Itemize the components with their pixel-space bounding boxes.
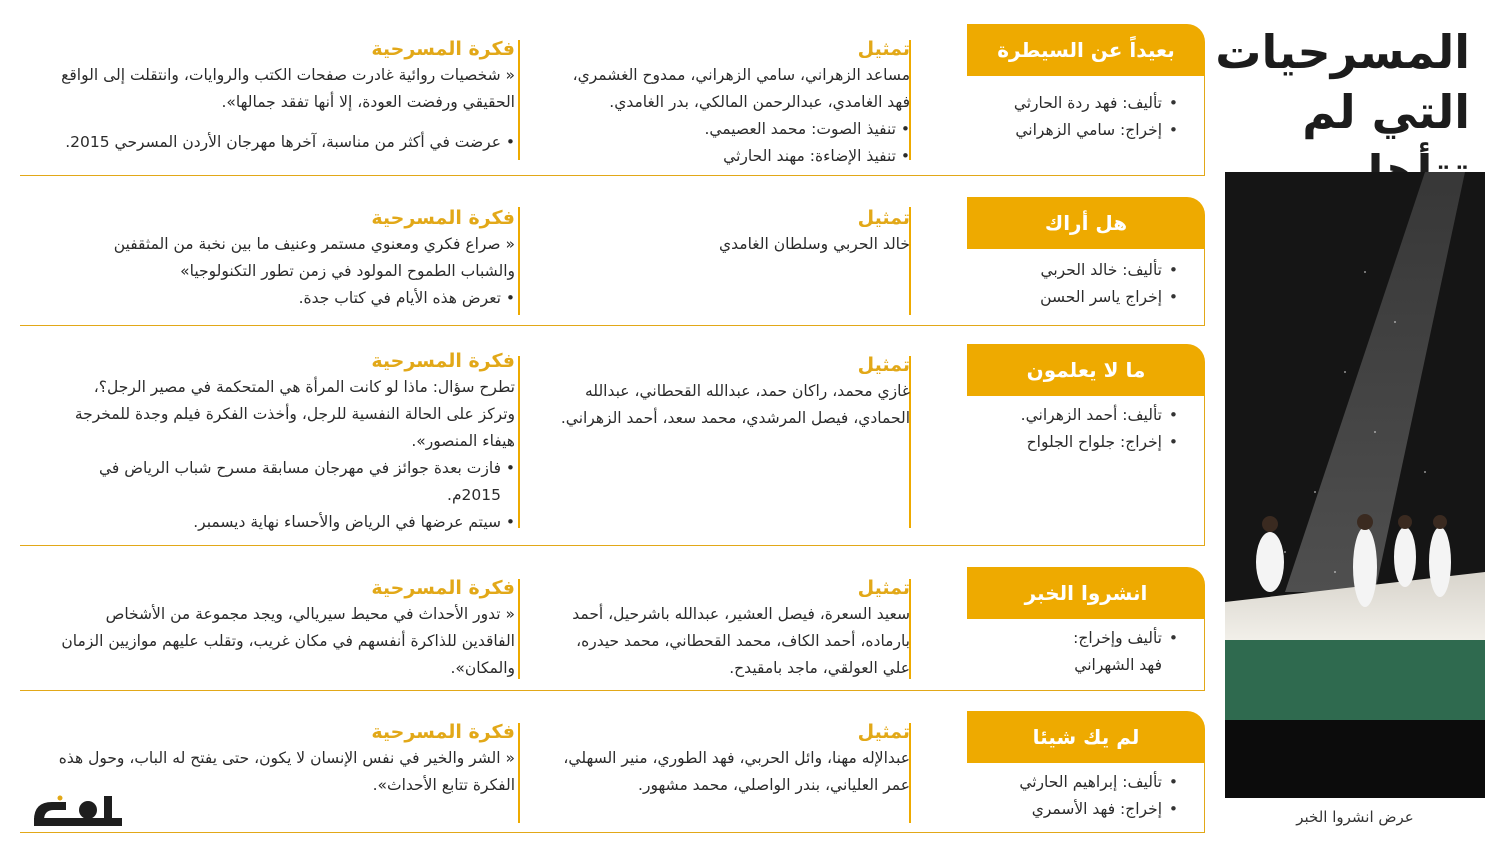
play-row xyxy=(20,197,1205,326)
idea-column xyxy=(55,719,515,799)
cast-text: عبدالإله مهنا، وائل الحربي، فهد الطوري، منير السهلي، عمر العلياني، بندر الواصلي، محمد مشهور. xyxy=(563,749,910,794)
idea-bullet: • عرضت في أكثر من مناسبة، آخرها مهرجان الأردن المسرحي 2015. xyxy=(55,129,515,156)
cast-heading: تمثيل xyxy=(857,354,910,376)
cast-column xyxy=(550,36,910,170)
credit-item: • إخراج ياسر الحسن xyxy=(967,284,1176,311)
idea-text: تطرح سؤال: ماذا لو كانت المرأة هي المتحكمة في مصير الرجل؟، وتركز على الحالة النفسية للرجل، وأخذت الفكرة فيلم وجدة للمخرجة هيفاء المنصور». xyxy=(74,378,515,450)
idea-heading: فكرة المسرحية xyxy=(371,350,515,372)
cast-heading: تمثيل xyxy=(857,577,910,599)
play-row xyxy=(20,24,1205,176)
idea-text: « الشر والخير في نفس الإنسان لا يكون، حتى يفتح له الباب، وحول هذه الفكرة تتابع الأحداث». xyxy=(58,749,515,794)
play-credits xyxy=(967,249,1205,326)
column-divider xyxy=(518,207,521,315)
idea-bullet: • سيتم عرضها في الرياض والأحساء نهاية ديسمبر. xyxy=(55,509,515,536)
play-name-tab: انشروا الخبر xyxy=(967,567,1205,619)
cast-text: غازي محمد، راكان حمد، عبدالله القحطاني، عبدالله الحمادي، فيصل المرشدي، محمد سعد، أحمد الزهراني. xyxy=(560,382,910,427)
idea-bullet: • تعرض هذه الأيام في كتاب جدة. xyxy=(55,285,515,312)
idea-text: « تدور الأحداث في محيط سيريالي، ويجد مجموعة من الأشخاص الفاقدين للذاكرة أنفسهم في مكان غريب، وتقلب عليهم موازيين الزمان والمكان». xyxy=(61,605,515,677)
idea-column xyxy=(55,348,515,536)
idea-heading: فكرة المسرحية xyxy=(371,577,515,599)
column-divider xyxy=(518,40,521,160)
column-divider xyxy=(518,356,521,528)
title-line-2: التي لم xyxy=(1302,85,1470,139)
idea-text: « شخصيات روائية غادرت صفحات الكتب والروايات، وانتقلت إلى الواقع الحقيقي ورفضت العودة، إلا أنها تفقد جمالها». xyxy=(61,66,515,111)
photo-caption: عرض انشروا الخبر xyxy=(1296,808,1414,826)
idea-column xyxy=(55,205,515,312)
cast-text: سعيد السعرة، فيصل العشير، عبدالله باشرحيل، أحمد بارماده، أحمد الكاف، محمد القحطاني، محمد حيدره، علي العولقي، ماجد بامقيدح. xyxy=(572,605,910,677)
cast-text: مساعد الزهراني، سامي الزهراني، ممدوح الغشمري، فهد الغامدي، عبدالرحمن المالكي، بدر الغامدي. xyxy=(572,66,910,111)
play-credits xyxy=(967,763,1205,833)
credit-item: • تأليف: أحمد الزهراني. xyxy=(967,402,1176,429)
play-credits xyxy=(967,76,1205,176)
credit-item: • إخراج: فهد الأسمري xyxy=(967,796,1176,823)
cast-extra-item: • تنفيذ الصوت: محمد العصيمي. xyxy=(550,116,910,143)
title-line-1: المسرحيات xyxy=(1215,25,1470,79)
idea-heading: فكرة المسرحية xyxy=(371,38,515,60)
cast-column xyxy=(550,205,910,258)
cast-heading: تمثيل xyxy=(857,38,910,60)
cast-heading: تمثيل xyxy=(857,207,910,229)
idea-heading: فكرة المسرحية xyxy=(371,721,515,743)
cast-extra-item: • تنفيذ الإضاءة: مهند الحارثي xyxy=(550,143,910,170)
credit-item: • تأليف: إبراهيم الحارثي xyxy=(967,769,1176,796)
idea-text: « صراع فكري ومعنوي مستمر وعنيف ما بين نخبة من المثقفين والشباب الطموح المولود في زمن تطور التكنولوجيا» xyxy=(113,235,515,280)
idea-heading: فكرة المسرحية xyxy=(371,207,515,229)
credit-item: • تأليف: خالد الحربي xyxy=(967,257,1176,284)
cast-text: خالد الحربي وسلطان الغامدي xyxy=(719,235,910,253)
play-name-tab: لم يك شيئا xyxy=(967,711,1205,763)
play-row xyxy=(20,711,1205,833)
column-divider xyxy=(518,723,521,823)
stage-photo xyxy=(1225,172,1485,798)
idea-column xyxy=(55,36,515,156)
play-name-tab: هل أراك xyxy=(967,197,1205,249)
play-name-tab: ما لا يعلمون xyxy=(967,344,1205,396)
idea-column xyxy=(55,575,515,682)
cast-column xyxy=(550,352,910,432)
cast-heading: تمثيل xyxy=(857,721,910,743)
credit-item: • تأليف وإخراج: فهد الشهراني xyxy=(1056,625,1176,679)
play-row xyxy=(20,567,1205,691)
play-credits xyxy=(967,396,1205,546)
credit-item: • إخراج: سامي الزهراني xyxy=(967,117,1176,144)
makkah-logo xyxy=(26,790,126,840)
play-credits xyxy=(967,619,1205,691)
play-name-tab: بعيداً عن السيطرة xyxy=(967,24,1205,76)
idea-bullet: • فازت بعدة جوائز في مهرجان مسابقة مسرح شباب الرياض في 2015م. xyxy=(55,455,515,509)
column-divider xyxy=(518,579,521,679)
cast-column xyxy=(550,719,910,799)
cast-column xyxy=(550,575,910,682)
play-row xyxy=(20,344,1205,546)
credit-item: • تأليف: فهد ردة الحارثي xyxy=(967,90,1176,117)
credit-item: • إخراج: جلواح الجلواح xyxy=(967,429,1176,456)
